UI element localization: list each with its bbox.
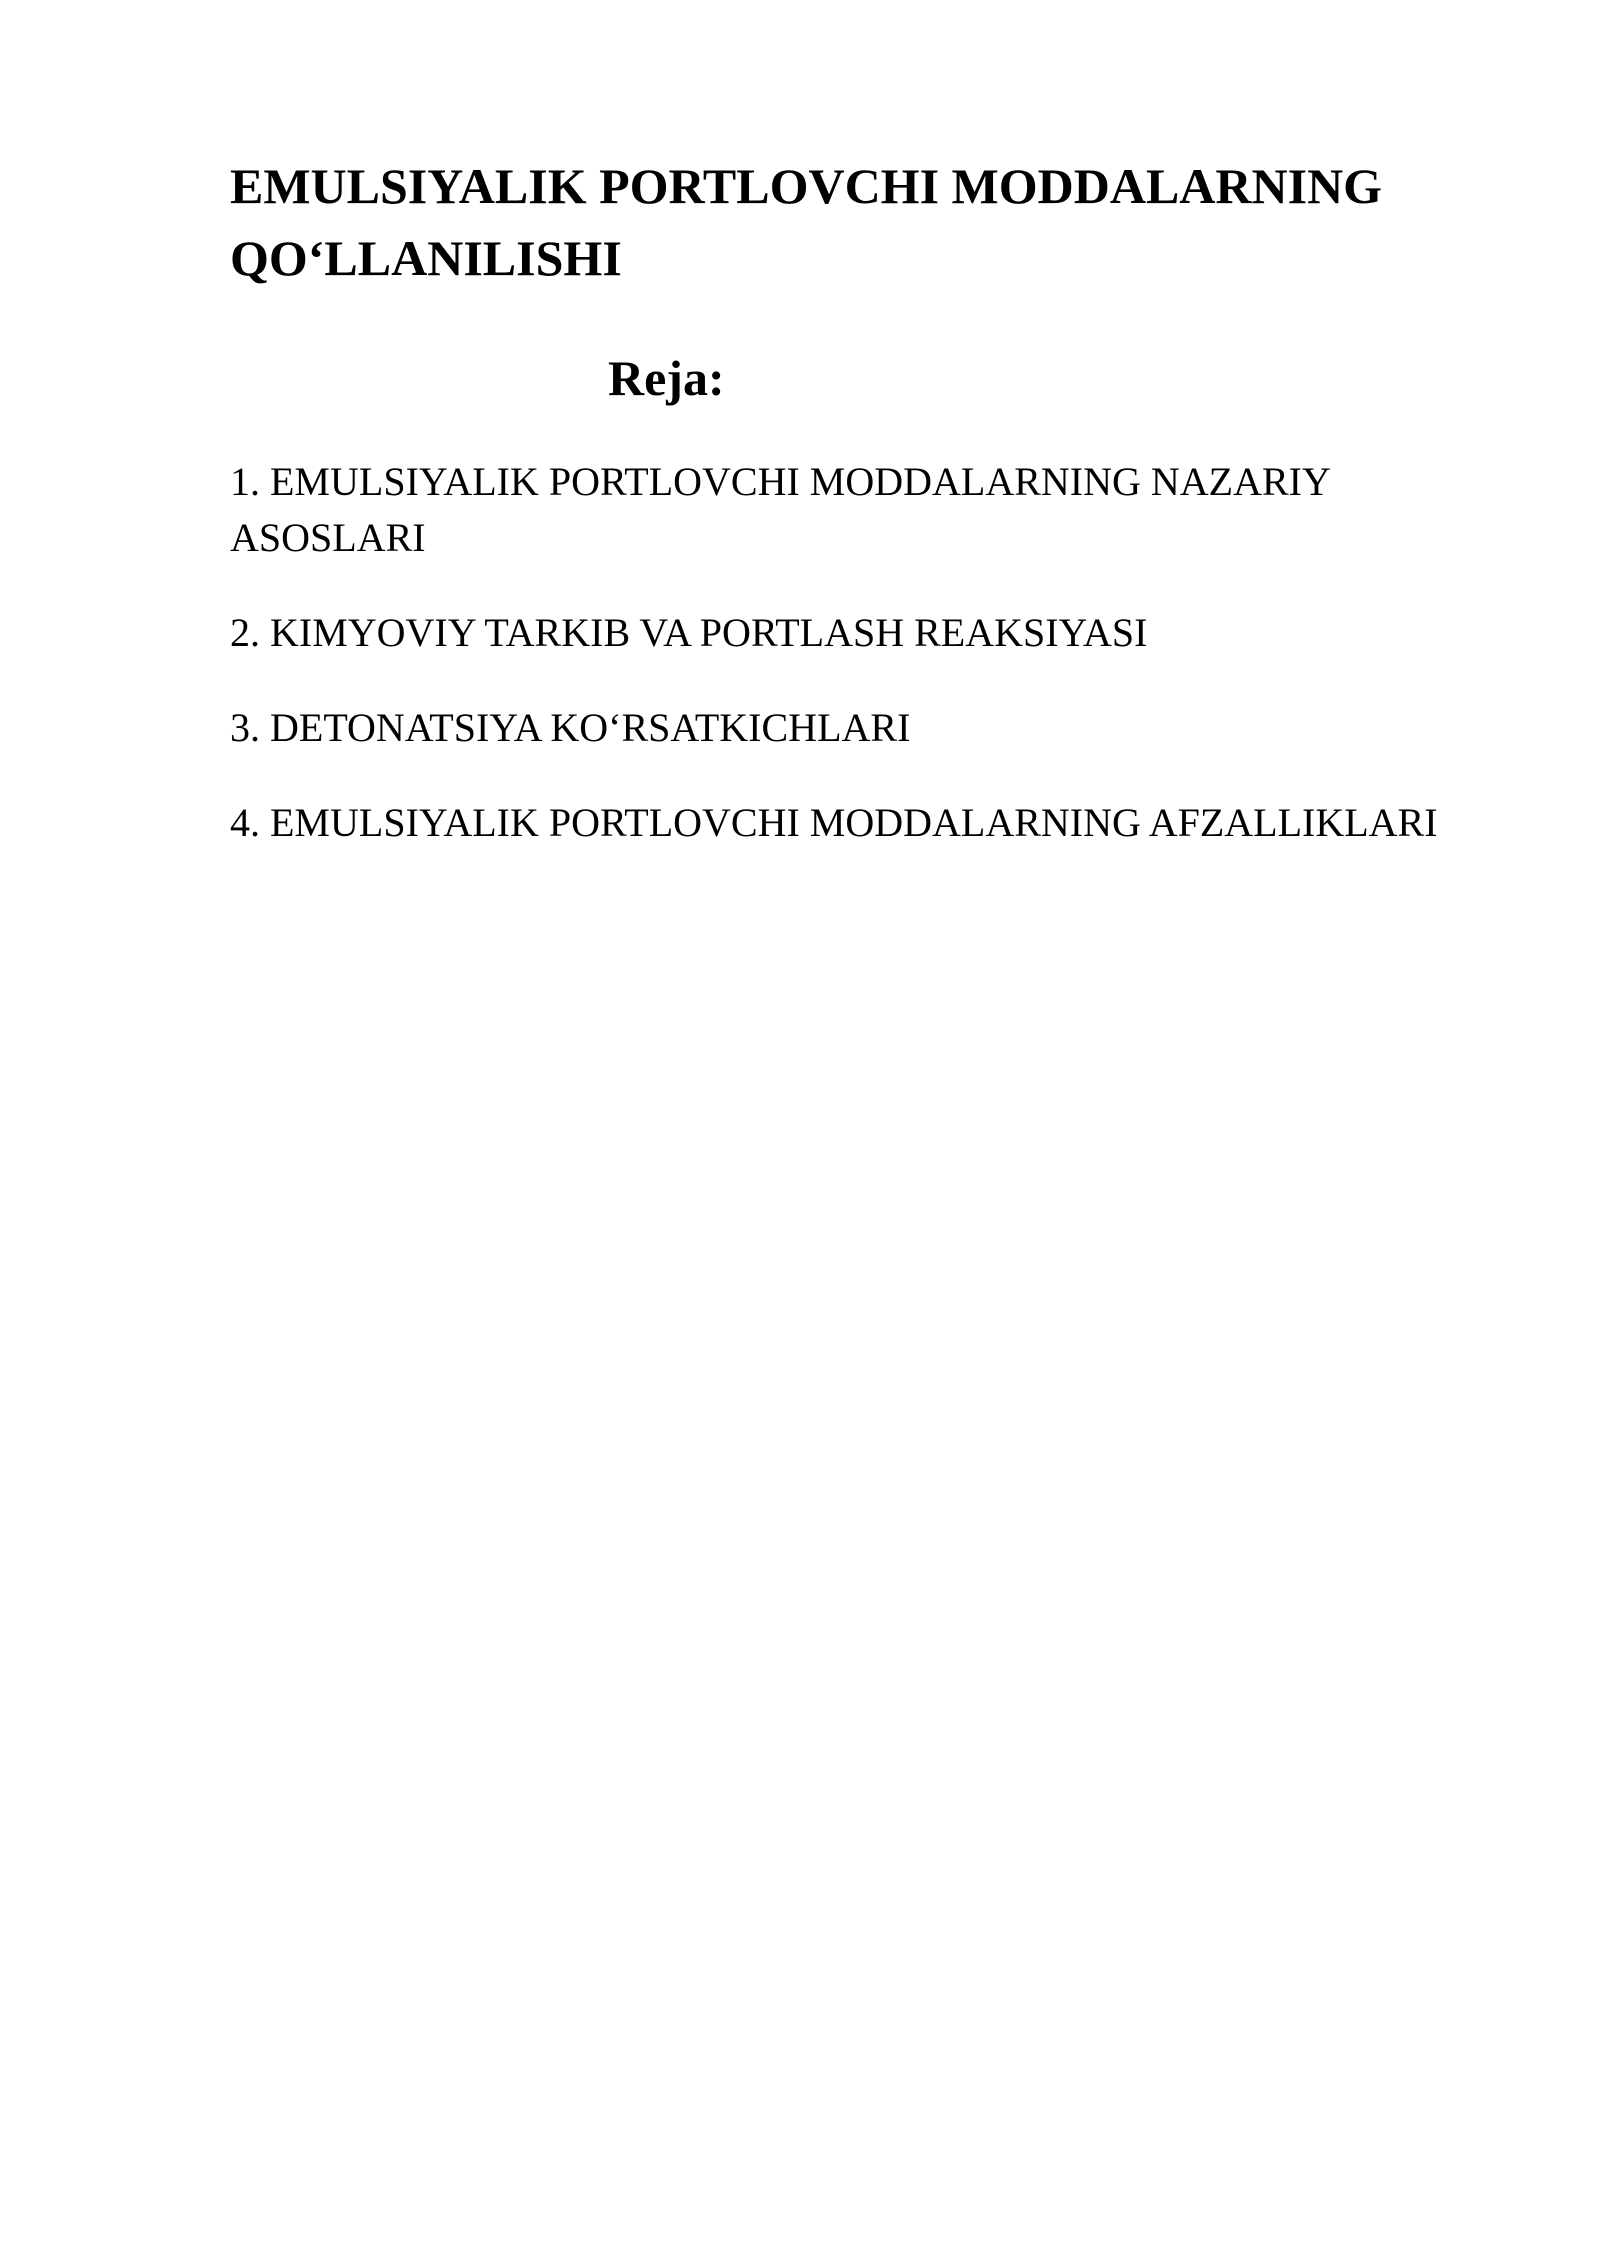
document-title: EMULSIYALIK PORTLOVCHI MODDALARNING QO‘LLANILISHI <box>230 158 1383 286</box>
page-content <box>230 150 1490 890</box>
plan-item-3: 3. DETONATSIYA KO‘RSATKICHLARI <box>230 705 911 750</box>
plan-heading: Reja: <box>608 350 725 406</box>
plan-list <box>230 454 1470 851</box>
plan-item-4: 4. EMULSIYALIK PORTLOVCHI MODDALARNING AFZALLIKLARI <box>230 800 1438 845</box>
plan-item-2: 2. KIMYOVIY TARKIB VA PORTLASH REAKSIYASI <box>230 610 1148 655</box>
plan-item-1: 1. EMULSIYALIK PORTLOVCHI MODDALARNING NAZARIY ASOSLARI <box>230 459 1330 560</box>
